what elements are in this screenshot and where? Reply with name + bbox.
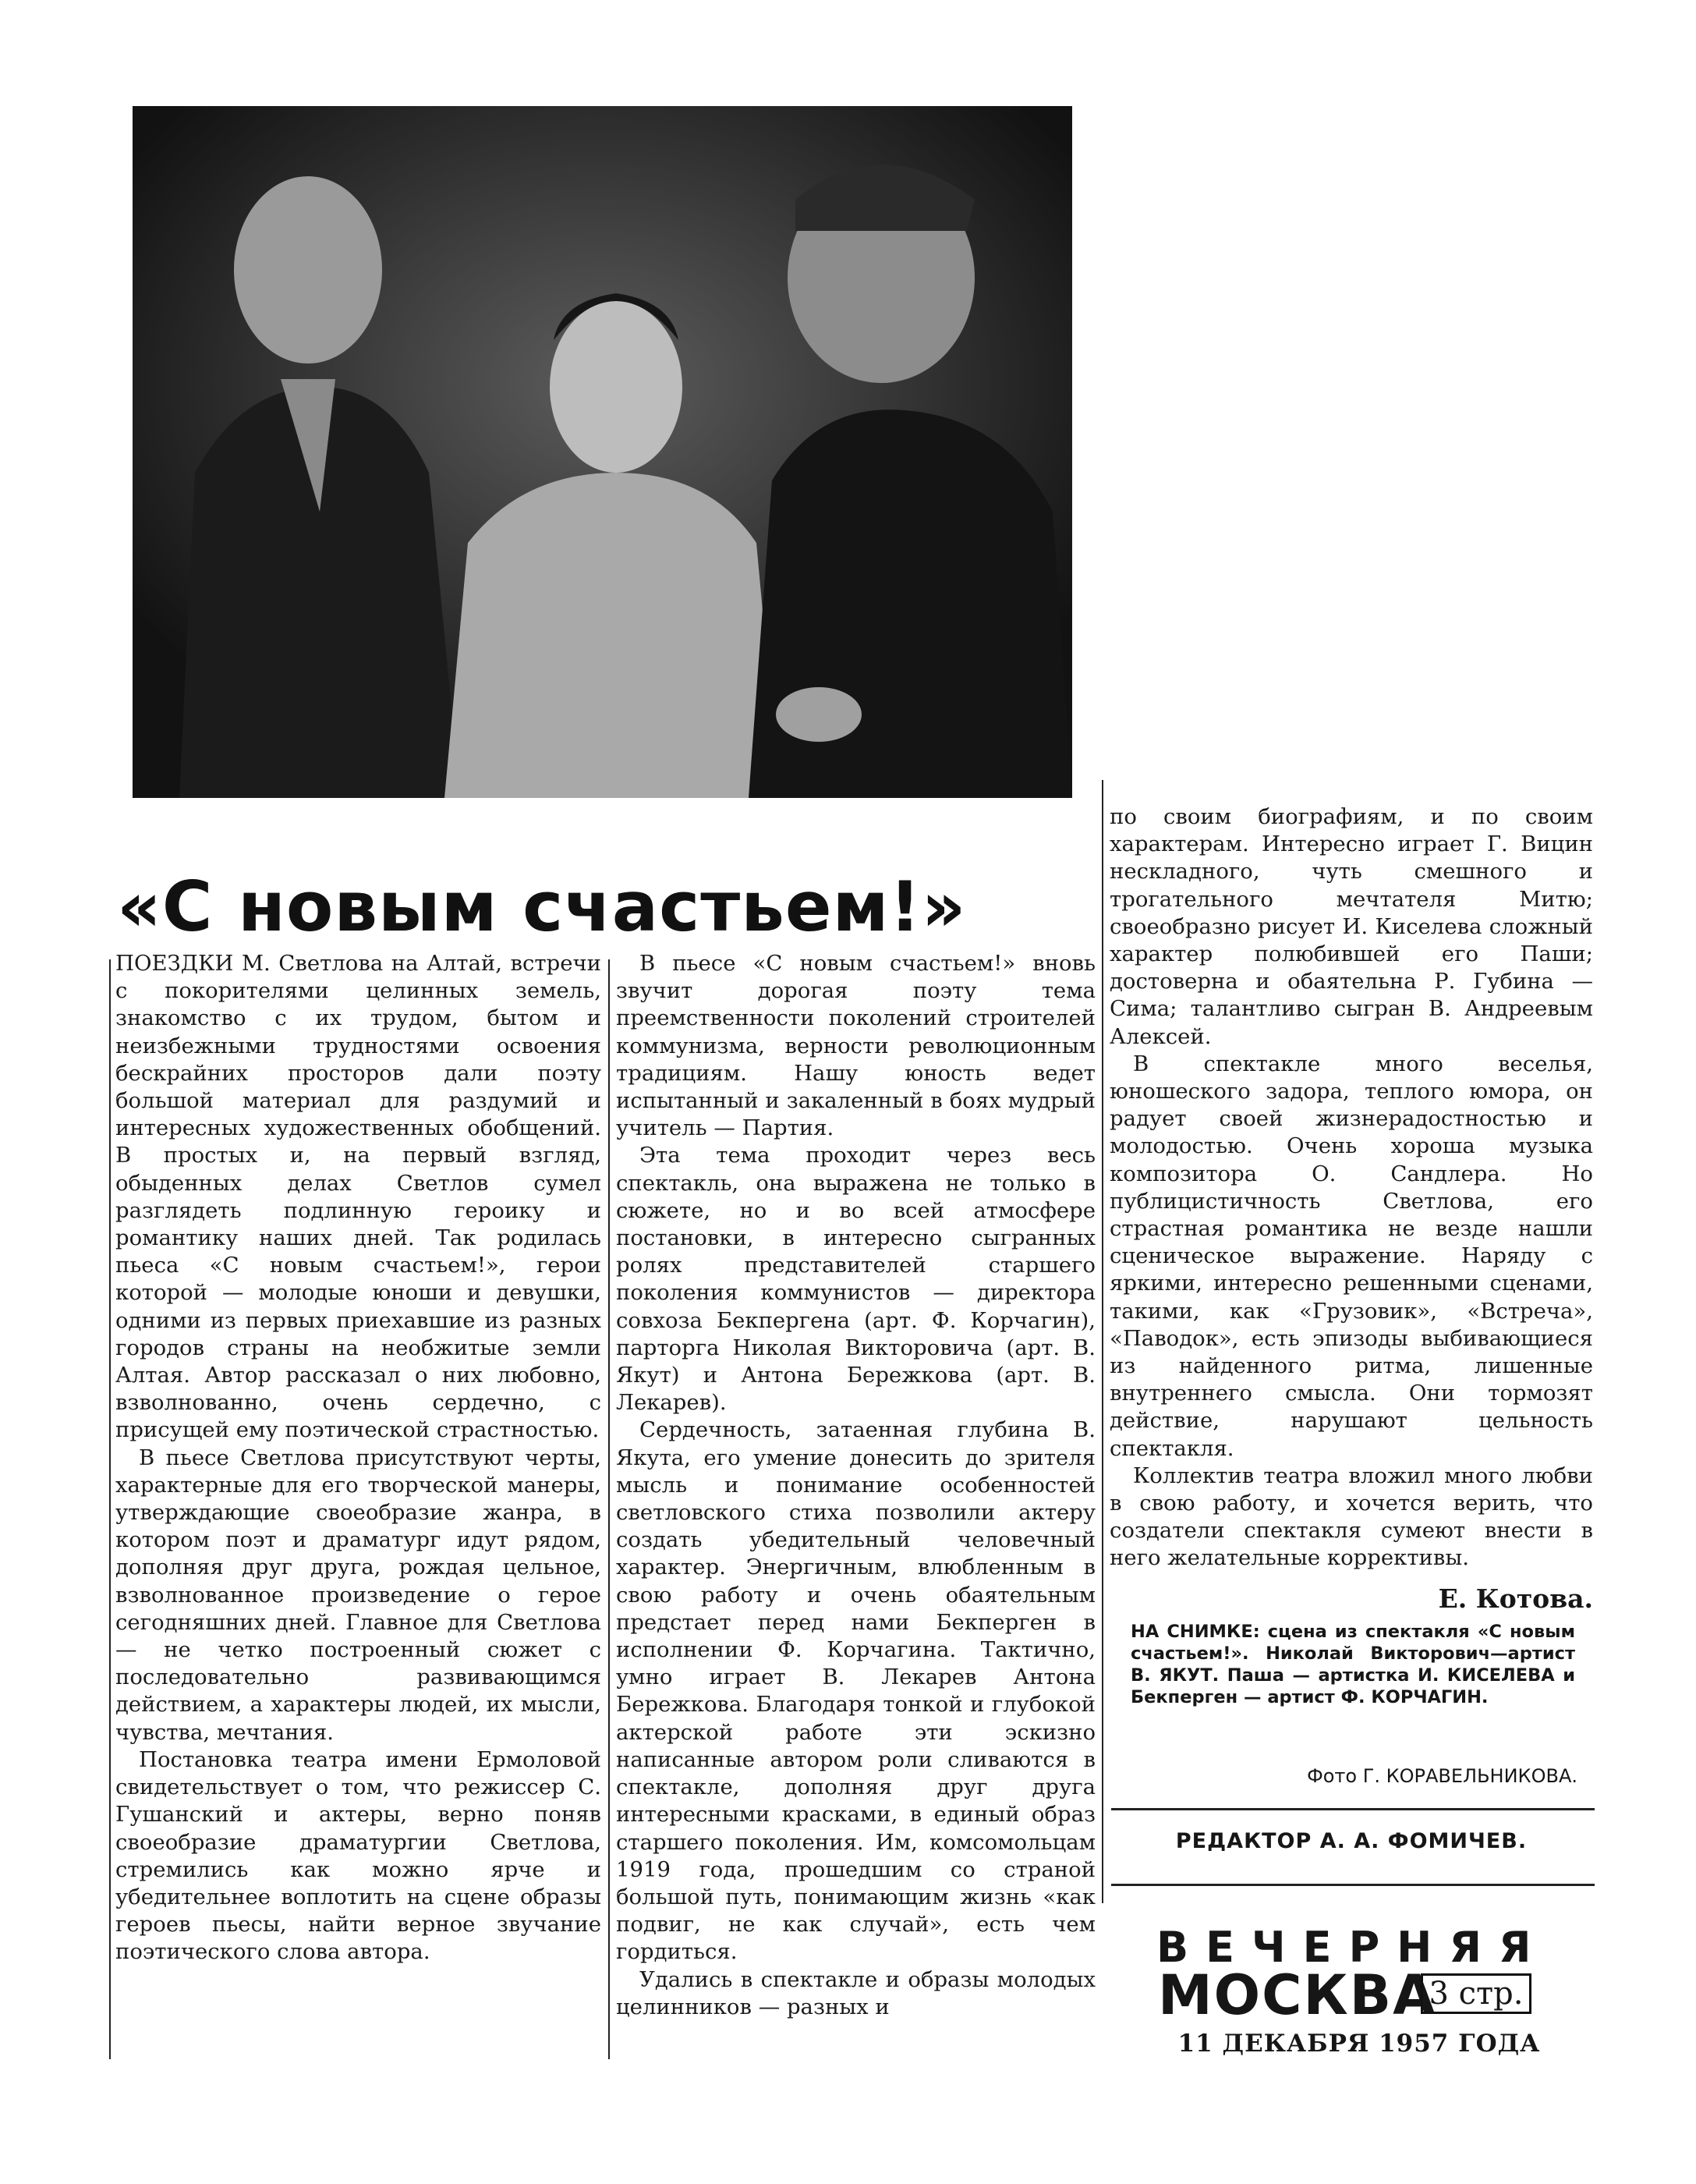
section-rule-top	[1111, 1808, 1595, 1810]
paragraph: В пьесе Светлова присутствуют черты, характерные для его творческой манеры, утверждающие своеобразие жанра, в котором поэт и драматург идут рядом, дополняя друг друга, рождая цельное, взволнованное произведение о герое сегодняшних дней. Главное для Светлова — не четко построенный сюжет с последовательно развивающимся действием, а характеры людей, их мысли, чувства, мечтания.	[115, 1445, 601, 1745]
issue-date: 11 ДЕКАБРЯ 1957 ГОДА	[1177, 2030, 1541, 2058]
article-author: Е. Котова.	[1438, 1583, 1593, 1614]
paragraph: Сердечность, затаенная глубина В. Якута, его умение донесить до зрителя мысль и понимание особенностей светловского стиха позволили актеру создать убедительный человечный характер. Энергичным, влюбленным в свою работу и очень обаятельным предстает перед нами Бекперген в исполнении Ф. Корчагина. Тактично, умно играет В. Лекарев Антона Бережкова. Благодаря тонкой и глубокой актерской работе эти эскизно написанные автором роли сливаются в спектакле, дополняя друг друга интересными красками, в единый образ старшего поколения. Им, комсомольцам 1919 года, прошедшим со страной большой путь, понимающим жизнь «как подвиг, не как случай», есть чем гордиться.	[616, 1417, 1096, 1965]
photo-scene-illustration	[133, 106, 1072, 798]
paragraph: Удались в спектакле и образы молодых целинников — разных и	[616, 1966, 1096, 2019]
photo-credit: Фото Г. КОРАВЕЛЬНИКОВА.	[1307, 1765, 1577, 1787]
column-divider-left	[109, 959, 111, 2059]
editor-line: РЕДАКТОР А. А. ФОМИЧЕВ.	[1175, 1829, 1528, 1853]
photo-caption: НА СНИМКЕ: сцена из спектакля «С новым счастьем!». Николай Викторович—артист В. ЯКУТ. Паша — артистка И. КИСЕЛЕВА и Бекперген — артист Ф. КОРЧАГИН.	[1131, 1622, 1575, 1707]
masthead-line-2: МОСКВА	[1158, 1963, 1437, 2027]
article-column-2	[616, 950, 1096, 2065]
column-divider-middle	[608, 959, 610, 2059]
column-divider-right	[1102, 780, 1103, 1903]
paragraph: ПОЕЗДКИ М. Светлова на Алтай, встречи с покорителями целинных земель, знакомство с их трудом, бытом и неизбежными трудностями освоения бескрайних просторов дали поэту большой материал для раздумий и интересных художественных обобщений. В простых и, на первый взгляд, обыденных делах Светлов сумел разглядеть подлинную героику и романтику наших дней. Так родилась пьеса «С новым счастьем!», герои которой — молодые юноши и девушки, одними из первых приехавшие из разных городов страны на необжитые земли Алтая. Автор рассказал о них любовно, взволнованно, очень сердечно, с присущей ему поэтической страстностью.	[115, 951, 601, 1443]
paragraph: В спектакле много веселья, юношеского задора, теплого юмора, он радует своей жизнерадостностью и молодостью. Очень хороша музыка композитора О. Сандлера. Но публицистичность Светлова, его страстная романтика не везде нашли сценическое выражение. Наряду с яркими, интересно решенными сценами, такими, как «Грузовик», «Встреча», «Паводок», есть эпизоды выбивающиеся из найденного ритма, лишенные внутреннего смысла. Они тормозят действие, нарушают цельность спектакля.	[1110, 1051, 1593, 1461]
article-headline: «С новым счастьем!»	[117, 867, 967, 947]
paragraph: Эта тема проходит через весь спектакль, она выражена не только в сюжете, но и во всей атмосфере постановки, в интересно сыгранных ролях представителей старшего поколения коммунистов — директора совхоза Бекпергена (арт. Ф. Корчагин), парторга Николая Викторовича (арт. В. Якут) и Антона Бережкова (арт. В. Лекарев).	[616, 1143, 1096, 1416]
section-rule-bottom	[1111, 1884, 1595, 1886]
paragraph: Коллектив театра вложил много любви в свою работу, и хочется верить, что создатели спектакля сумеют внести в него желательные коррективы.	[1110, 1462, 1593, 1571]
article-column-1	[115, 950, 601, 2065]
paragraph: В пьесе «С новым счастьем!» вновь звучит дорогая поэту тема преемственности поколений строителей коммунизма, верности революционным традициям. Нашу юность ведет испытанный и закаленный в боях мудрый учитель — Партия.	[616, 951, 1096, 1141]
page-number-box: 3 стр.	[1421, 1973, 1531, 2014]
paragraph: по своим биографиям, и по своим характерам. Интересно играет Г. Вицин нескладного, чуть смешного и трогательного мечтателя Митю; своеобразно рисует И. Киселева сложный характер полюбившей его Паши; достоверна и обаятельна Р. Губина — Сима; талантливо сыгран В. Андреевым Алексей.	[1110, 804, 1593, 1049]
paragraph: Постановка театра имени Ермоловой свидетельствует о том, что режиссер С. Гушанский и актеры, верно поняв своеобразие драматургии Светлова, стремились как можно ярче и убедительнее воплотить на сцене образы героев пьесы, найти верное звучание поэтического слова автора.	[115, 1746, 601, 1965]
article-column-3	[1110, 803, 1593, 1583]
masthead-line-1: ВЕЧЕРНЯЯ	[1156, 1923, 1549, 1972]
scene-photo	[133, 106, 1072, 798]
